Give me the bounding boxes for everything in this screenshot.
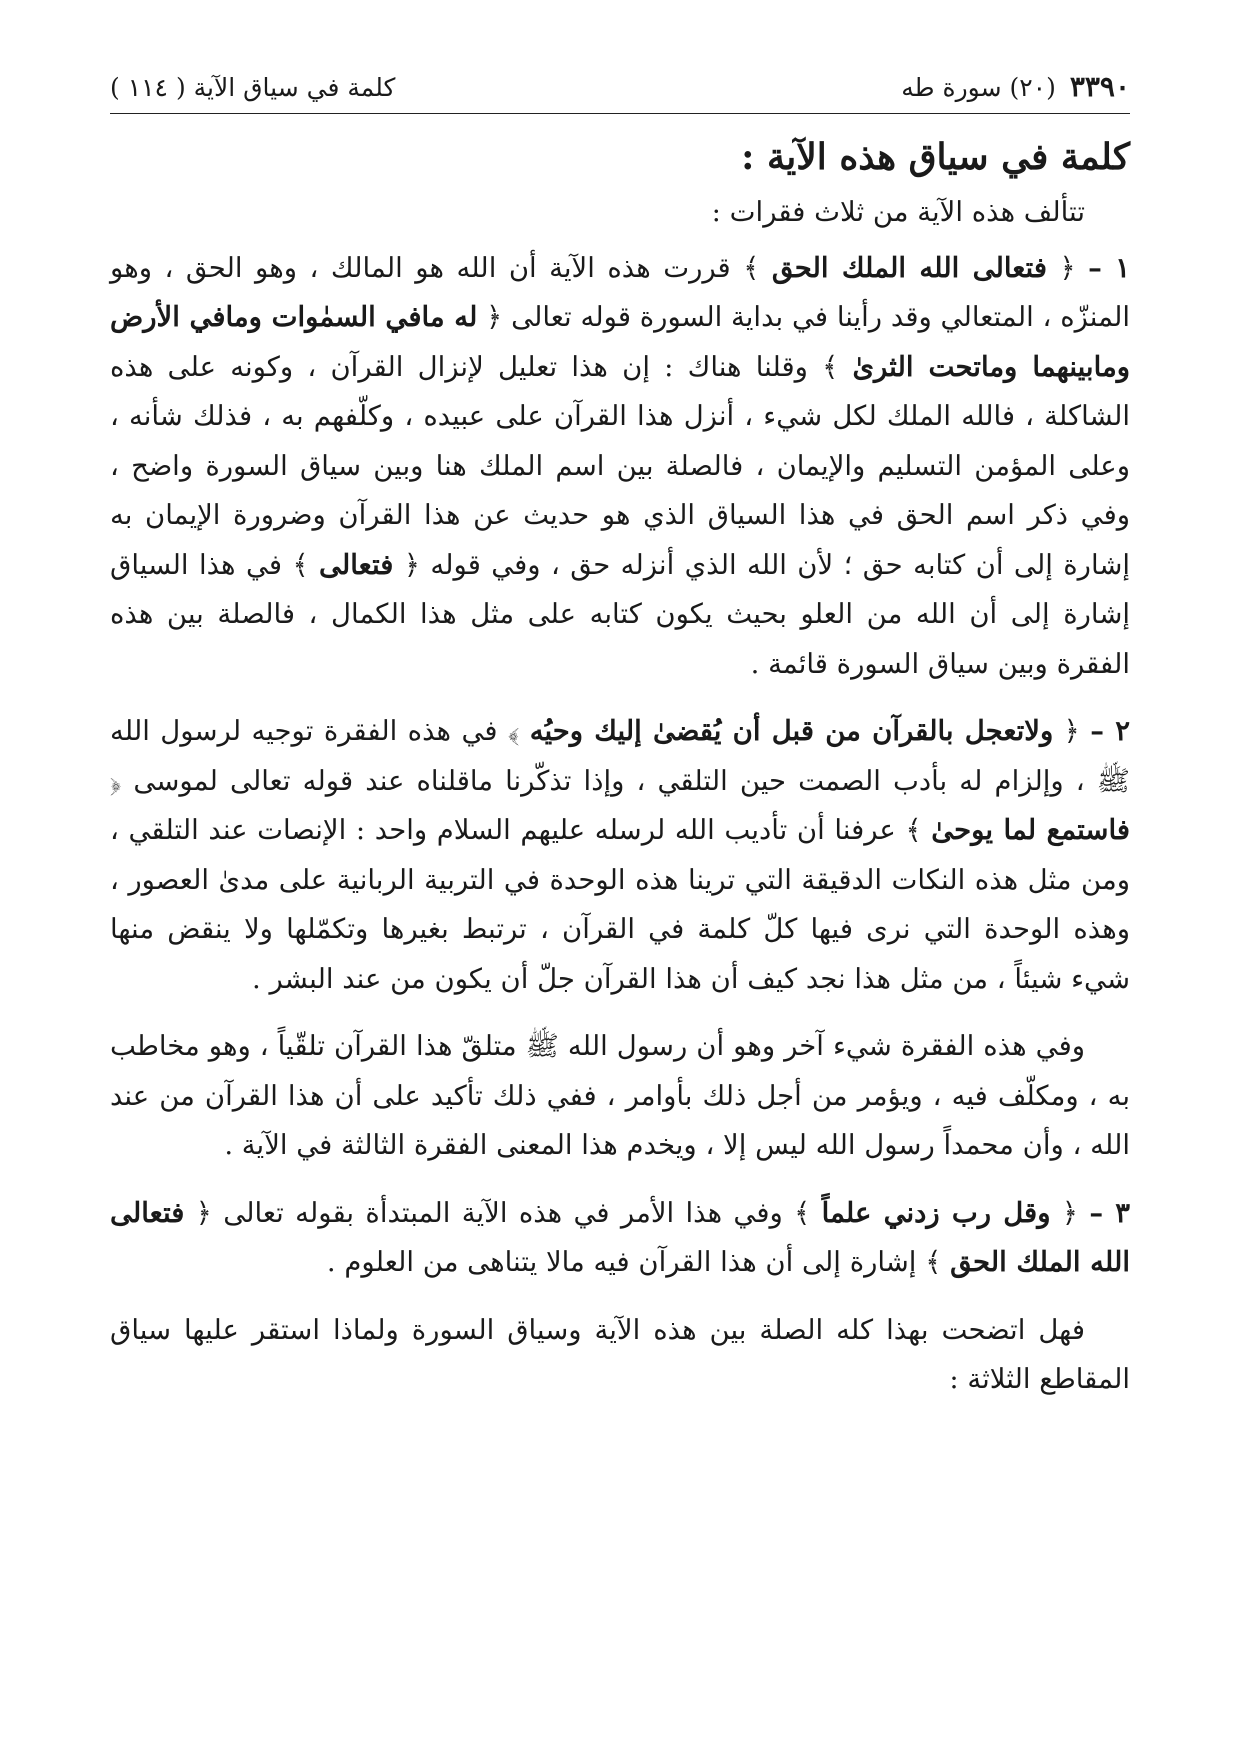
paragraph-3	[110, 1189, 1130, 1288]
quran-bracket-open: ﴿	[486, 301, 503, 333]
page-number: ٣٣٩٠	[1069, 70, 1130, 103]
intro-paragraph: تتألف هذه الآية من ثلاث فقرات :	[711, 196, 1085, 228]
quran-bracket-close: ﴾	[794, 1196, 811, 1229]
quran-bracket-close: ﴾	[743, 251, 760, 284]
quran-quote: ولاتعجل بالقرآن من قبل أن يُقضىٰ إليك وحيُه	[529, 715, 1054, 747]
quran-bracket-close: ﴾	[292, 548, 309, 581]
quran-quote: فتعالى الله الملك الحق	[771, 251, 1047, 284]
header-right	[901, 70, 1130, 103]
running-header	[110, 70, 1130, 114]
quran-quote: فاستمع لما يوحىٰ	[931, 814, 1130, 846]
paragraph-text: عرفنا أن تأديب الله لرسله عليهم السلام واحد : الإنصات عند التلقي ، ومن مثل هذه النكات الدقيقة التي ترينا هذه الوحدة في التربية الربانية على مدىٰ العصور ، وهذه الوحدة التي نرى فيها كلّ كلمة في القرآن ، ترتبط بغيرها وتكمّلها ولا ينقض منها شيء شيئاً ، من مثل هذا نجد كيف أن هذا القرآن جلّ أن يكون من عند البشر .	[110, 814, 1130, 995]
running-title: كلمة في سياق الآية ( ١١٤ )	[110, 73, 396, 102]
quran-quote: وقل رب زدني علماً	[821, 1196, 1051, 1229]
paragraph-number: ١ –	[1088, 251, 1130, 284]
quran-bracket-close: ﴾	[905, 814, 922, 846]
paragraph-text: وقلنا هناك : إن هذا تعليل لإنزال القرآن ، وكونه على هذه الشاكلة ، فالله الملك لكل شيء ، أنزل هذا القرآن على عبيده ، وكلّفهم به ، فذلك شأنه ، وعلى المؤمن التسليم والإيمان ، فالصلة بين اسم الملك هنا وبين سياق السورة واضح ، وفي ذكر اسم الحق في هذا السياق الذي هو حديث عن هذا القرآن وضرورة الإيمان به إشارة إلى أن كتابه حق ؛ لأن الله الذي أنزله حق ، وفي قوله	[110, 350, 1131, 581]
paragraph-text: وفي هذا الأمر في هذه الآية المبتدأة بقوله تعالى	[223, 1196, 783, 1229]
quran-bracket-open: ﴿	[1059, 251, 1076, 284]
quran-quote: فتعالى	[319, 548, 394, 581]
quran-bracket-open: ﴿	[1061, 1196, 1078, 1229]
quran-bracket-open: ﴿	[403, 548, 420, 581]
paragraph-text: إشارة إلى أن هذا القرآن فيه مالا يتناهى من العلوم .	[326, 1246, 917, 1278]
quran-bracket-close: ﴾	[925, 1246, 942, 1278]
paragraph-text: في هذه الفقرة توجيه لرسول الله ﷺ ، وإلزام له بأدب الصمت حين التلقي ، وإذا تذكّرنا ماقلناه عند قوله تعالى لموسى	[110, 715, 1130, 797]
paragraph-number: ٣ –	[1089, 1196, 1131, 1229]
quran-bracket-open: ﴿	[195, 1196, 212, 1229]
quran-bracket-close: ﴾	[507, 715, 520, 747]
quran-bracket-open: ﴿	[1063, 715, 1080, 747]
quran-bracket-close: ﴾	[822, 350, 839, 383]
paragraph-1	[110, 244, 1130, 690]
closing-paragraph: فهل اتضحت بهذا كله الصلة بين هذه الآية وسياق السورة ولماذا استقر عليها سياق المقاطع الثلاثة :	[110, 1313, 1130, 1395]
paragraph-text: في هذا السياق إشارة إلى أن الله من العلو بحيث يكون كتابه على مثل هذا الكمال ، فالصلة بين هذه الفقرة وبين سياق السورة قائمة .	[110, 548, 1130, 680]
surah-name: (٢٠) سورة طه	[901, 73, 1056, 102]
paragraph-2b: وفي هذه الفقرة شيء آخر وهو أن رسول الله ﷺ متلقّ هذا القرآن تلقّياً ، وهو مخاطب به ، ومكلّف فيه ، ويؤمر من أجل ذلك بأوامر ، ففي ذلك تأكيد على أن هذا القرآن من عند الله ، وأن محمداً رسول الله ليس إلا ، ويخدم هذا المعنى الفقرة الثالثة في الآية .	[110, 1030, 1130, 1161]
section-title: كلمة في سياق هذه الآية :	[741, 136, 1130, 178]
quran-quote: له مافي السمٰوات ومافي الأرض ومابينهما وماتحت الثرىٰ	[110, 301, 1130, 383]
paragraph-text: قررت هذه الآية أن الله هو المالك ، وهو الحق ، وهو المنزّه ، المتعالي وقد رأينا في بداية السورة قوله تعالى	[110, 251, 1130, 333]
quran-bracket-open: ﴿	[110, 764, 122, 797]
paragraph-number: ٢ –	[1090, 715, 1131, 747]
paragraph-2	[110, 707, 1130, 1004]
page	[110, 70, 1130, 1405]
quran-quote: فتعالى الله الملك الحق	[110, 1196, 1130, 1278]
